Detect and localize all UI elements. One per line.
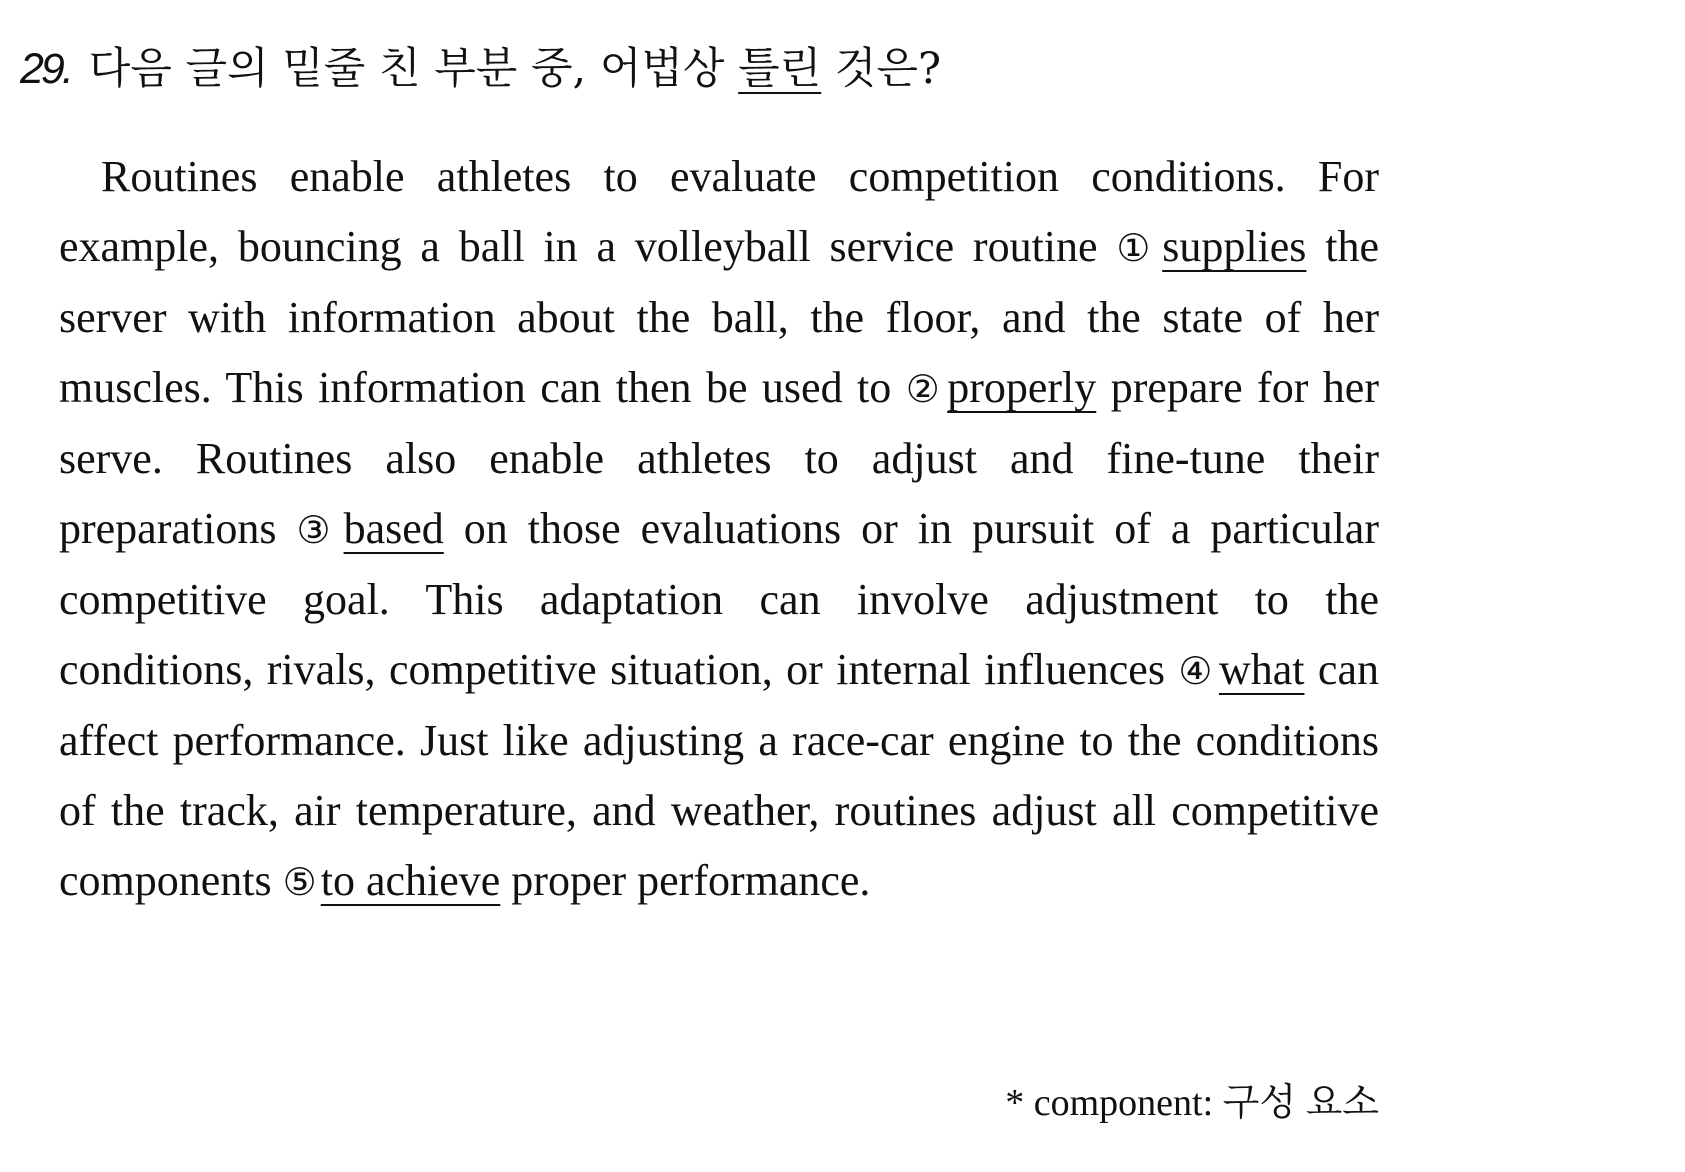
passage-paragraph — [59, 142, 1379, 917]
underlined-choice-5: to achieve — [320, 856, 501, 905]
passage-text: can affect performance. Just like adjusting a race-car engine to the conditions of the track, air temperature, and weather, routines adjust all competitive components — [59, 645, 1379, 905]
passage-text: prepare for her serve. Routines also enable athletes to adjust and fine-tune their preparations — [59, 363, 1379, 553]
question-header — [20, 34, 1680, 104]
choice-marker-2: ② — [905, 367, 944, 411]
question-prompt-prefix: 다음 글의 밑줄 친 부분 중, 어법상 — [88, 44, 739, 94]
choice-marker-3: ③ — [296, 508, 340, 552]
choice-marker-1: ① — [1116, 226, 1159, 270]
underlined-choice-1: supplies — [1162, 222, 1307, 271]
choice-marker-5: ⑤ — [282, 860, 317, 904]
question-number: 29. — [20, 45, 71, 93]
question-prompt-suffix: 것은? — [821, 44, 942, 94]
passage — [59, 142, 1379, 917]
choice-marker-4: ④ — [1178, 649, 1215, 693]
footnote: * component: 구성 요소 — [1005, 1082, 1379, 1124]
underlined-choice-4: what — [1218, 645, 1305, 694]
underlined-choice-2: properly — [947, 363, 1097, 412]
question-prompt-underlined: 틀린 — [738, 44, 822, 94]
passage-text: on those evaluations or in pursuit of a particular competitive goal. This adaptation can involve adjustment to the conditions, rivals, competitive situation, or internal influences — [59, 504, 1379, 694]
passage-text: proper performance. — [500, 856, 871, 905]
underlined-choice-3: based — [343, 504, 444, 553]
passage-text: Routines enable athletes to evaluate competition conditions. For example, bouncing a ball in a volleyball service routine — [59, 152, 1379, 271]
passage-text: the server with information about the ball, the floor, and the state of her muscles. This information can then be used to — [59, 222, 1379, 412]
